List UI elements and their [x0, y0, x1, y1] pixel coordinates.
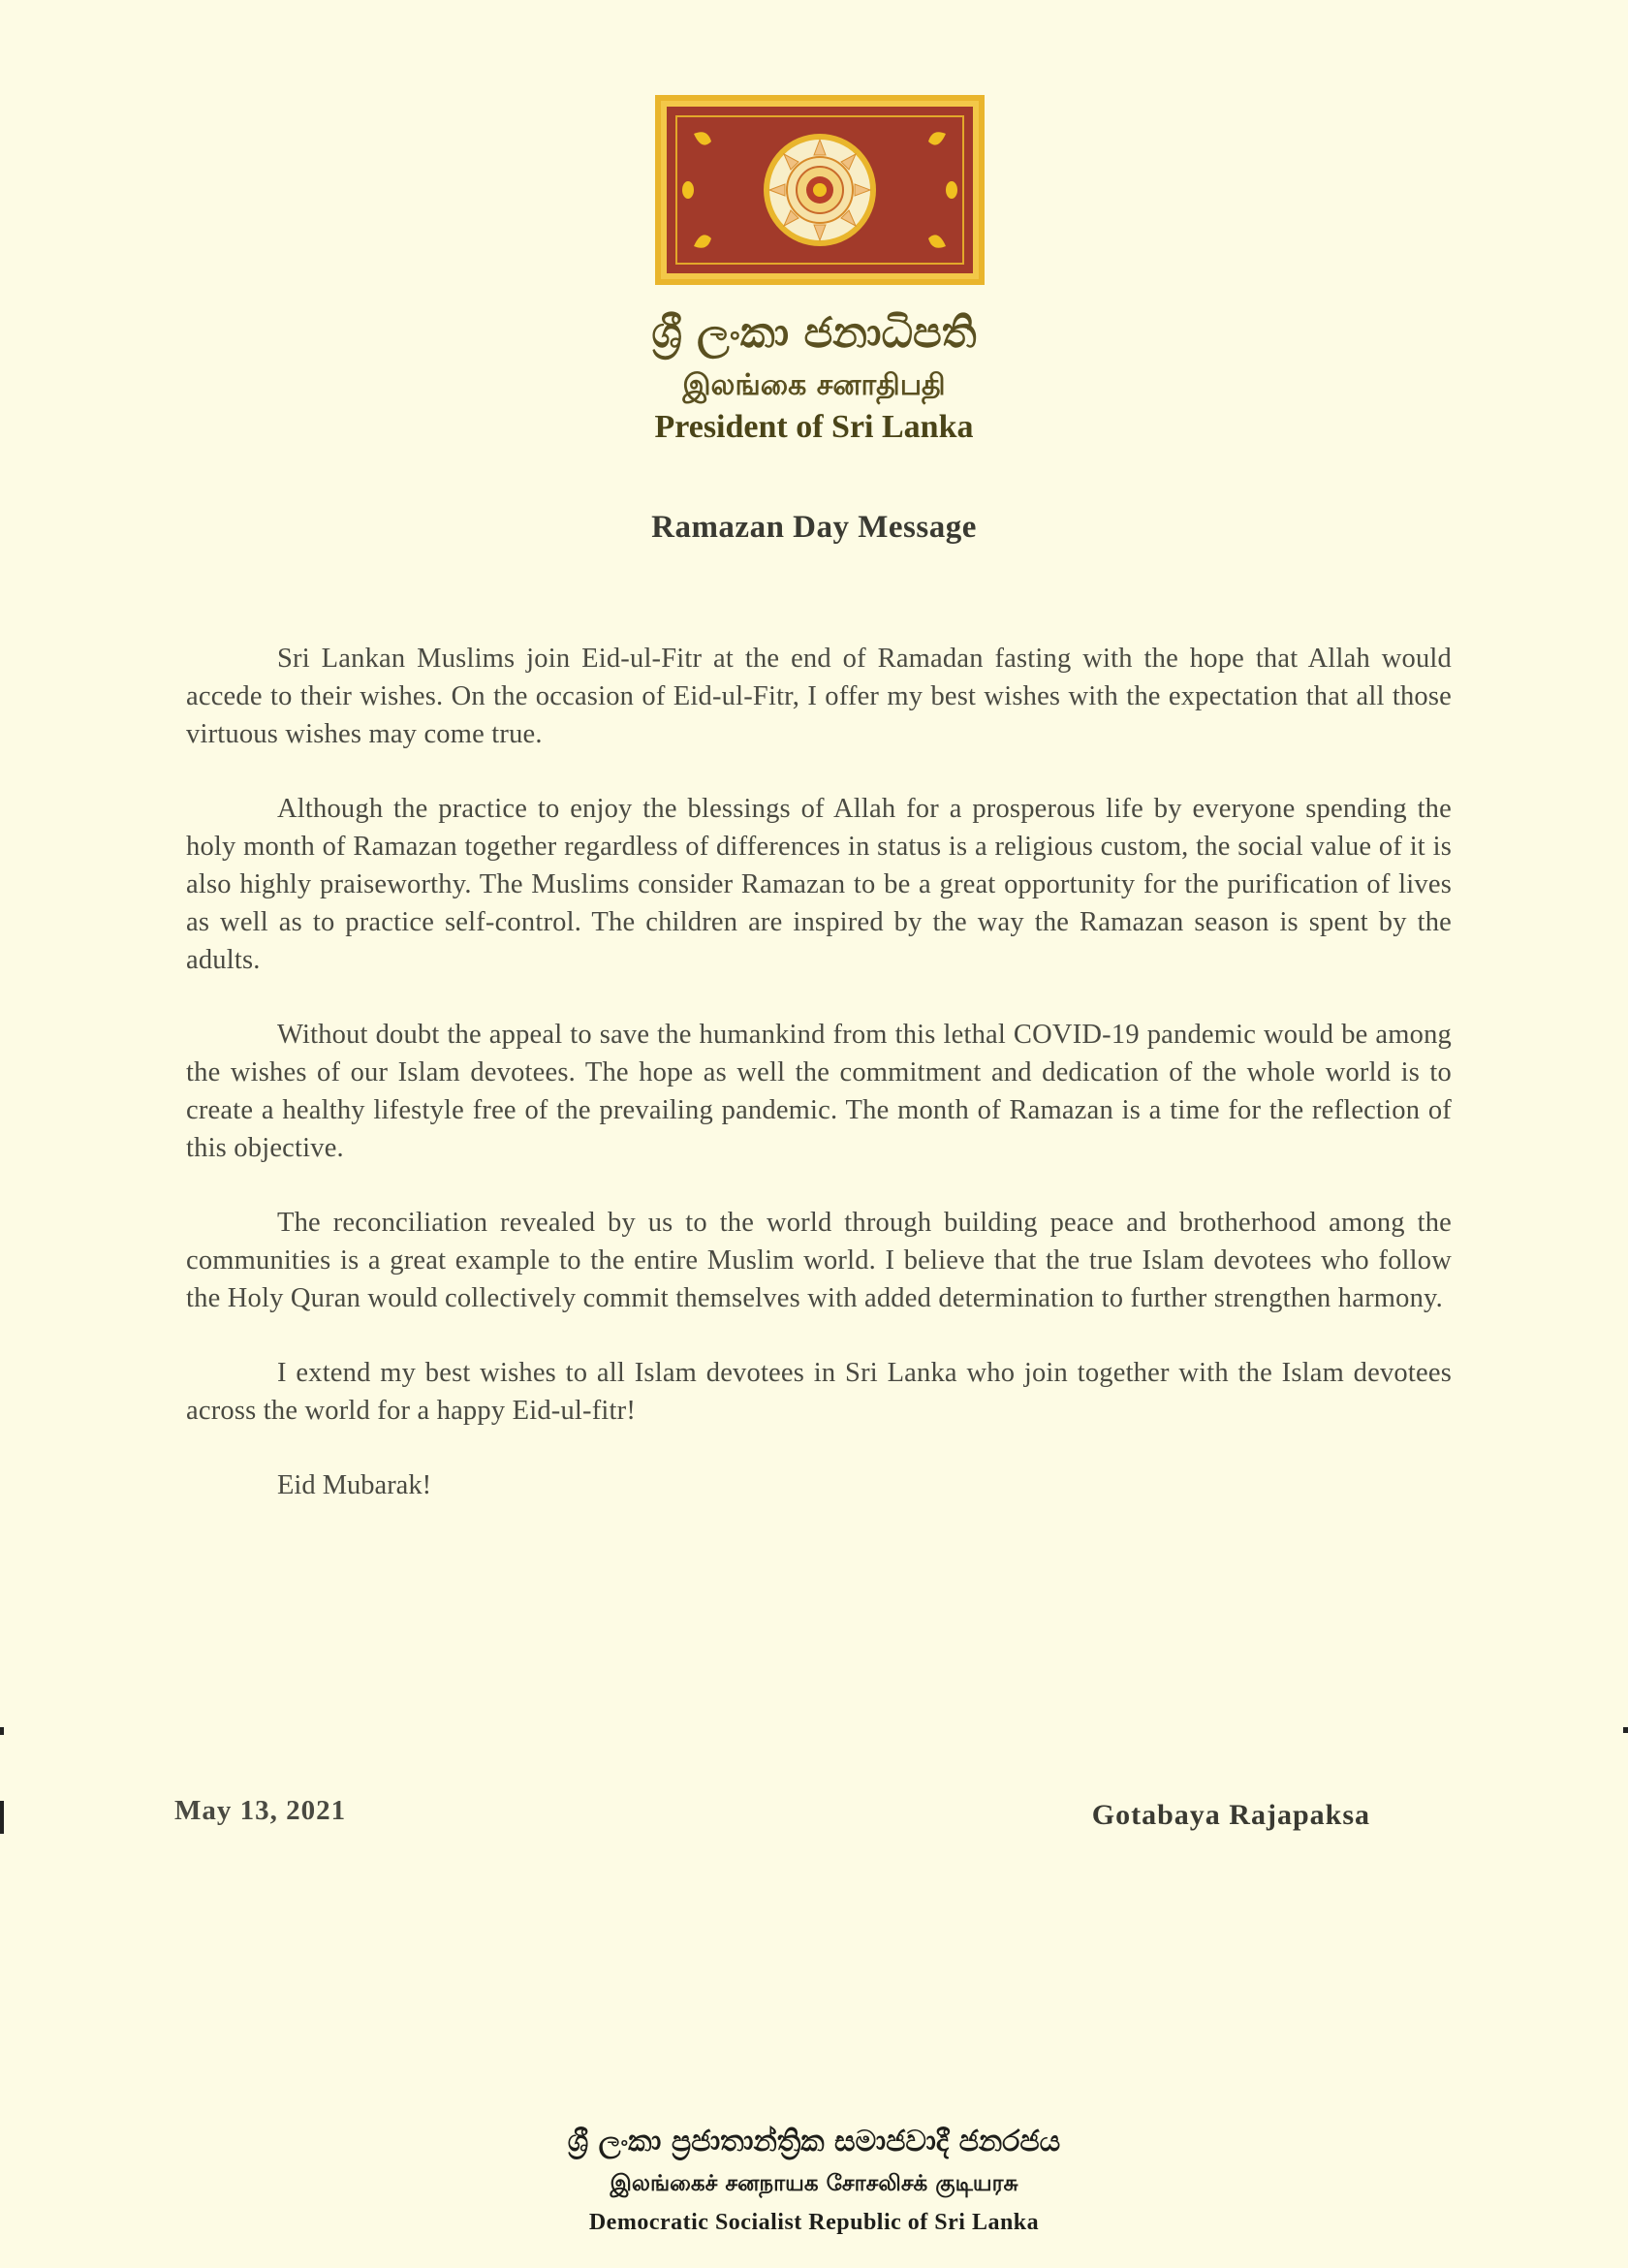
footer-sinhala: ශ්‍රී ලංකා ප්‍රජාතාන්ත්‍රික සමාජවාදී ජනරජය: [567, 2125, 1061, 2158]
header-english: President of Sri Lanka: [654, 409, 974, 445]
paragraph: Although the practice to enjoy the blessings of Allah for a prosperous life by everyone spending the holy month of Ramazan together regardless of differences in status is a religious custom, the social value of it is also highly praiseworthy. The Muslims consider Ramazan to be a great opportunity for the purification of lives as well as to practice self-control. The children are inspired by the way the Ramazan season is spent by the adults.: [186, 794, 1452, 975]
paragraph: I extend my best wishes to all Islam devotees in Sri Lanka who join together with the Islam devotees across the world for a happy Eid-ul-fitr!: [186, 1358, 1452, 1426]
scan-edge-mark: [0, 1801, 4, 1834]
message-body: [186, 640, 1452, 1504]
header-sinhala: ශ්‍රී ලංකා ජනාධිපති: [651, 308, 977, 358]
header-tamil: இலங்கை சனாதிபதி: [682, 368, 946, 402]
paragraph: The reconciliation revealed by us to the world through building peace and brotherhood among the communities is a great example to the entire Muslim world. I believe that the true Islam devotees who follow the Holy Quran would collectively commit themselves with added determination to further strengthen harmony.: [186, 1208, 1452, 1313]
footer-english: Democratic Socialist Republic of Sri Lanka: [588, 2210, 1040, 2235]
closing-greeting: Eid Mubarak!: [277, 1470, 432, 1500]
footer-tamil: இலங்கைச் சனநாயக சோசலிசக் குடியரசு: [610, 2171, 1018, 2196]
presidential-flag-icon: [655, 95, 985, 285]
scan-edge-mark: [0, 1727, 4, 1735]
paragraph: Sri Lankan Muslims join Eid-ul-Fitr at the end of Ramadan fasting with the hope that Allah would accede to their wishes. On the occasion of Eid-ul-Fitr, I offer my best wishes with the expectation that all those virtuous wishes may come true.: [186, 644, 1452, 749]
signatory-name: Gotabaya Rajapaksa: [1091, 1799, 1370, 1831]
paragraph: Without doubt the appeal to save the humankind from this lethal COVID-19 pandemic would be among the wishes of our Islam devotees. The hope as well the commitment and dedication of the whole world is to create a healthy lifestyle free of the prevailing pandemic. The month of Ramazan is a time for the reflection of this objective.: [186, 1020, 1452, 1163]
message-date: May 13, 2021: [174, 1795, 347, 1826]
document-title: Ramazan Day Message: [651, 510, 977, 545]
scan-edge-mark: [1623, 1727, 1628, 1733]
